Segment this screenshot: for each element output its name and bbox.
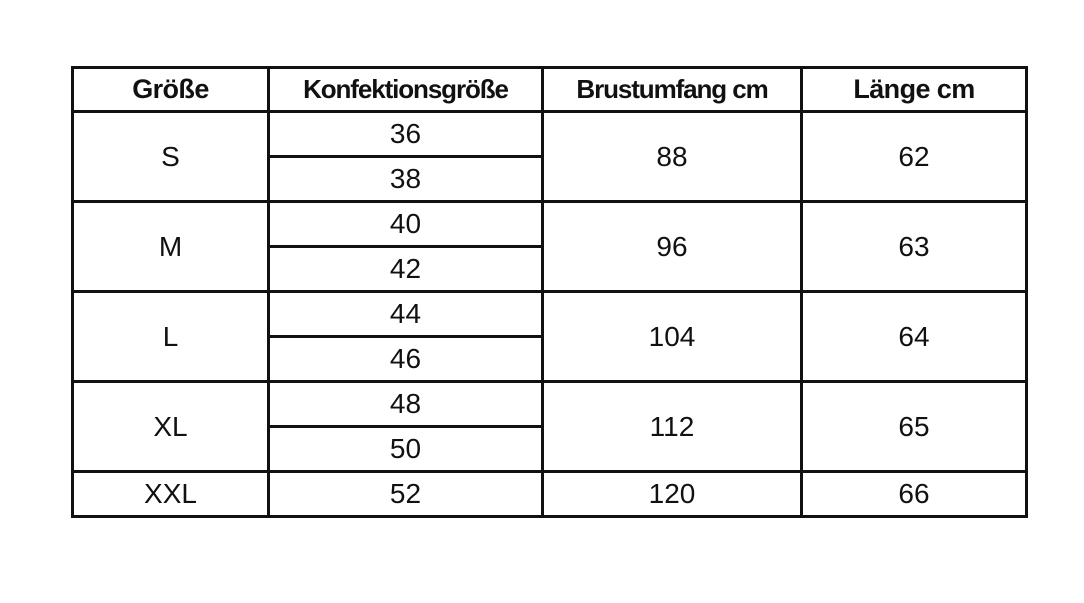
- header-brustumfang: Brustumfang cm: [543, 68, 802, 112]
- size-cell: S: [73, 112, 269, 202]
- header-konfektionsgroesse: Konfektionsgröße: [269, 68, 543, 112]
- size-chart-table: [71, 66, 1028, 518]
- brustumfang-cell: 120: [543, 472, 802, 517]
- table-row: [73, 292, 1027, 337]
- table-row: [73, 382, 1027, 427]
- konfektion-cell: 46: [269, 337, 543, 382]
- size-cell: M: [73, 202, 269, 292]
- table-row: [73, 202, 1027, 247]
- size-cell: XXL: [73, 472, 269, 517]
- table-row: [73, 112, 1027, 157]
- laenge-cell: 63: [802, 202, 1027, 292]
- laenge-cell: 64: [802, 292, 1027, 382]
- header-laenge: Länge cm: [802, 68, 1027, 112]
- konfektion-cell: 44: [269, 292, 543, 337]
- konfektion-cell: 40: [269, 202, 543, 247]
- size-cell: XL: [73, 382, 269, 472]
- konfektion-cell: 42: [269, 247, 543, 292]
- size-cell: L: [73, 292, 269, 382]
- brustumfang-cell: 88: [543, 112, 802, 202]
- brustumfang-cell: 112: [543, 382, 802, 472]
- konfektion-cell: 36: [269, 112, 543, 157]
- laenge-cell: 62: [802, 112, 1027, 202]
- brustumfang-cell: 104: [543, 292, 802, 382]
- konfektion-cell: 52: [269, 472, 543, 517]
- header-groesse: Größe: [73, 68, 269, 112]
- konfektion-cell: 50: [269, 427, 543, 472]
- laenge-cell: 65: [802, 382, 1027, 472]
- table-header-row: [73, 68, 1027, 112]
- konfektion-cell: 48: [269, 382, 543, 427]
- konfektion-cell: 38: [269, 157, 543, 202]
- table-row: [73, 472, 1027, 517]
- brustumfang-cell: 96: [543, 202, 802, 292]
- laenge-cell: 66: [802, 472, 1027, 517]
